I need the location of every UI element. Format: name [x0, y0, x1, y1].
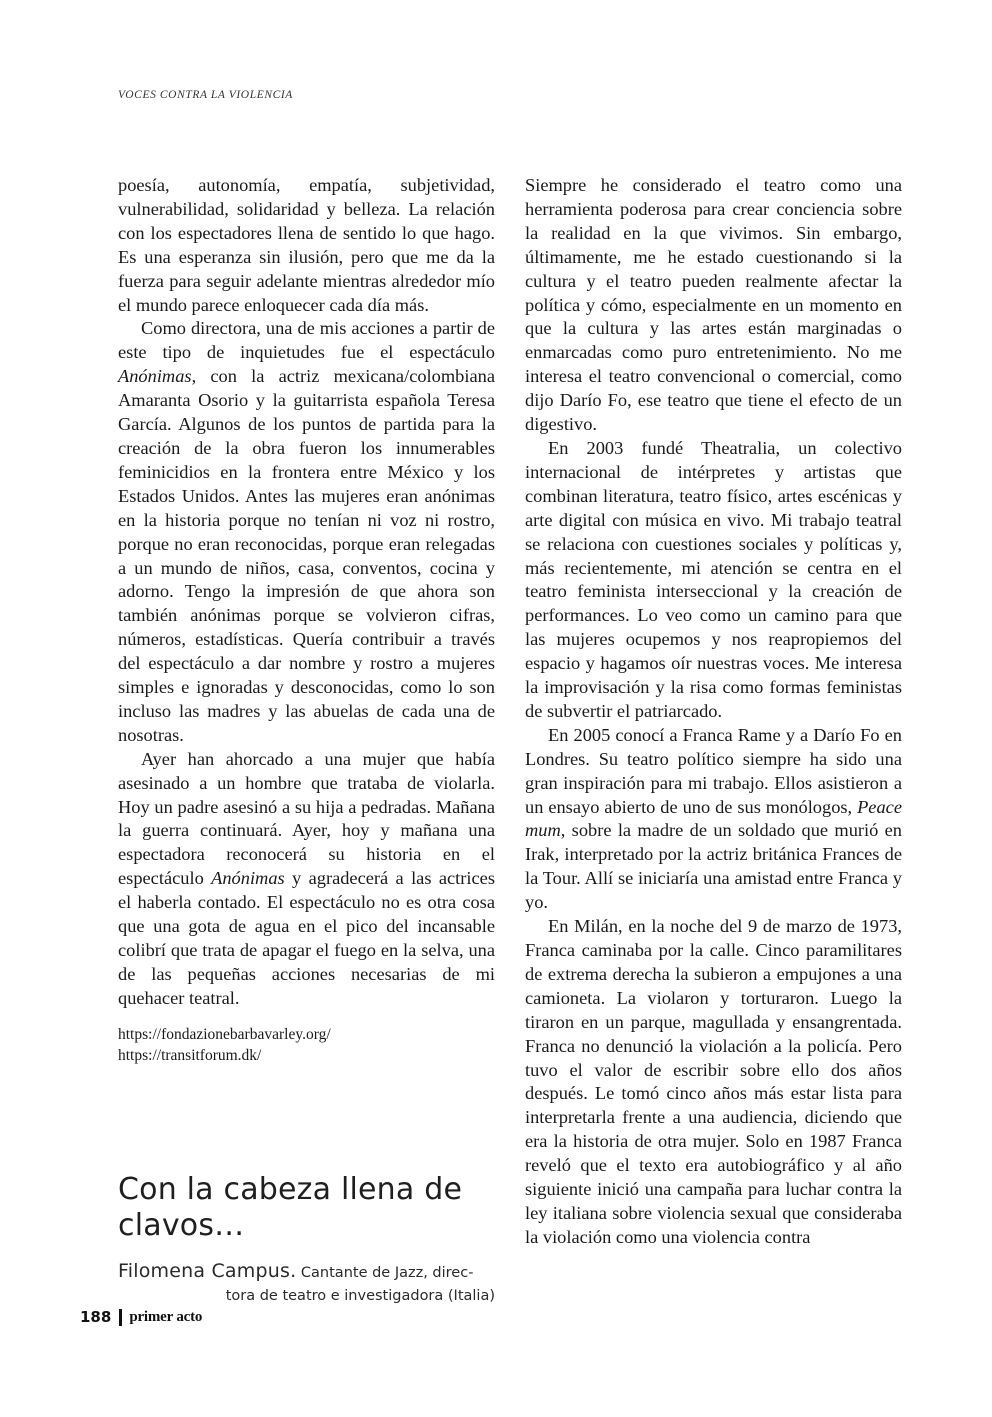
url-link[interactable]: https://fondazionebarbavarley.org/ [118, 1025, 331, 1043]
author-name: Filomena Campus. [118, 1260, 297, 1282]
paragraph: En 2003 fundé Theatralia, un colectivo internacional de intérpretes y artistas que combinan literatura, teatro físico, artes escénicas y arte digital con música en vivo. Mi trabajo teatral se relaciona con cuestiones sociales y políticas y, más recientemente, mi atención se centra en el teatro feminista interseccional y la creación de performances. Lo veo como un camino para que las mujeres ocupemos y nos reapropiemos del espacio y hagamos oír nuestras voces. Me interesa la improvisación y la risa como formas feministas de subvertir el patriarcado. [525, 437, 902, 721]
page-footer [80, 1308, 202, 1326]
author-role: Cantante de Jazz, direc- [300, 1265, 474, 1281]
right-column [525, 174, 902, 1250]
url-list [118, 1024, 495, 1066]
journal-name: primer acto [129, 1308, 203, 1325]
left-column [118, 174, 495, 1066]
paragraph: En 2005 conocí a Franca Rame y a Darío Fo en Londres. Su teatro político siempre ha sido una gran inspiración para mi trabajo. Ellos asistieron a un ensayo abierto de uno de sus monólogos, Peace mum, sobre la madre de un soldado que murió en Irak, interpretado por la actriz británica Frances de la Tour. Allí se iniciaría una amistad entre Franca y yo. [525, 724, 902, 913]
paragraph: poesía, autonomía, empatía, subjetividad, vulnerabilidad, solidaridad y belleza. La relación con los espectadores llena de sentido lo que hago. Es una esperanza sin ilusión, pero que me da la fuerza para seguir adelante mientras alrededor mío el mundo parece enloquecer cada día más. [118, 175, 495, 315]
italic-title: Anónimas [118, 366, 192, 387]
paragraph: En Milán, en la noche del 9 de marzo de 1973, Franca caminaba por la calle. Cinco paramilitares de extrema derecha la subieron a empujones a una camioneta. La violaron y torturaron. Luego la tiraron en un parque, magullada y ensangrentada. Franca no denunció la violación a la policía. Pero tuvo el valor de escribir sobre ello dos años después. Le tomó cinco años más estar lista para interpretarla frente a una audiencia, diciendo que era la historia de otra mujer. Solo en 1987 Franca reveló que el texto era autobiográfico y al año siguiente inició una campaña para luchar contra la ley italiana sobre violencia sexual que consideraba la violación como una violencia contra [525, 916, 902, 1247]
paragraph: Ayer han ahorcado a una mujer que había asesinado a un hombre que trataba de violarla. Hoy un padre asesinó a su hija a pedradas. Mañana la guerra continuará. Ayer, hoy y mañana una espectadora reconocerá su historia en el espectáculo Anónimas y agradecerá a las actrices el haberla contado. El espectáculo no es otra cosa que una gota de agua en el pico del incansable colibrí que trata de apagar el fuego en la selva, una de las pequeñas acciones necesarias de mi quehacer teatral. [118, 748, 495, 1008]
byline [118, 1260, 495, 1308]
page-number: 188 [80, 1308, 112, 1326]
paragraph: Como directora, una de mis acciones a partir de este tipo de inquietudes fue el espectáculo Anónimas, con la actriz mexicana/colombiana Amaranta Osorio y la guitarrista española Teresa García. Algunos de los puntos de partida para la creación de la obra fueron los innumerables feminicidios en la frontera entre México y los Estados Unidos. Antes las mujeres eran anónimas en la historia porque no tenían ni voz ni rostro, porque no eran reconocidas, porque eran relegadas a un mundo de niños, casa, conventos, cocina y adorno. Tengo la impresión de que ahora son también anónimas porque se volvieron cifras, números, estadísticas. Quería contribuir a través del espectáculo a dar nombre y rostro a mujeres simples e ignoradas y desconocidas, como lo son incluso las madres y las abuelas de cada una de nosotras. [118, 318, 495, 745]
italic-title: Anónimas [211, 868, 285, 889]
author-role-continued: tora de teatro e investigadora (Italia) [225, 1288, 495, 1304]
footer-divider [119, 1309, 122, 1326]
italic-title: Peace mum [525, 796, 902, 841]
paragraph: Siempre he considerado el teatro como una herramienta poderosa para crear conciencia sobre la realidad en la que vivimos. Sin embargo, últimamente, me he estado cuestionando si la cultura y el teatro pueden realmente afectar la política y cómo, especialmente en un momento en que la cultura y las artes están marginadas o enmarcadas como puro entretenimiento. No me interesa el teatro convencional o comercial, como dijo Darío Fo, ese teatro que tiene el efecto de un digestivo. [525, 175, 902, 435]
url-link[interactable]: https://transitforum.dk/ [118, 1046, 262, 1064]
running-head: VOCES CONTRA LA VIOLENCIA [118, 89, 293, 101]
section-title: Con la cabeza llena de clavos… [118, 1172, 463, 1243]
